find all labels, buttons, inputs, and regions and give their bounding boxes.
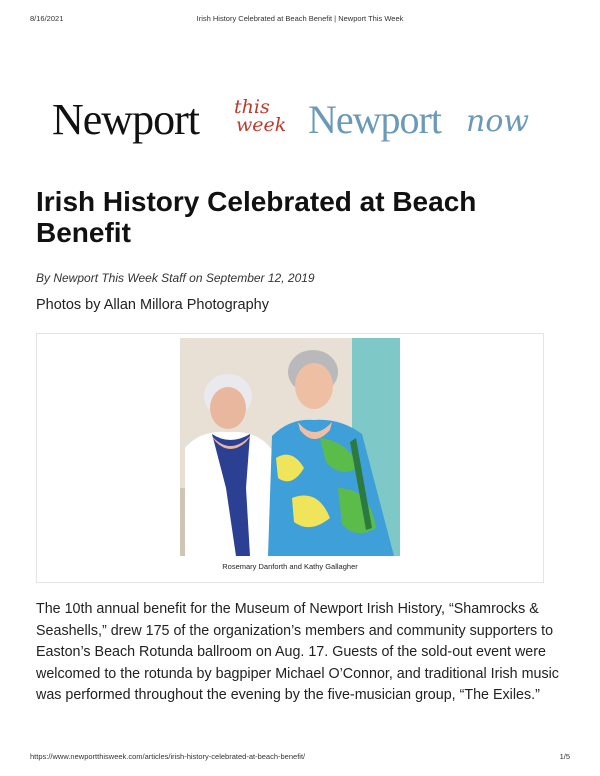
article-byline: By Newport This Week Staff on September 12, 2019 xyxy=(36,271,315,285)
newport-now-wordmark: Newport xyxy=(308,97,441,142)
article-title: Irish History Celebrated at Beach Benefit xyxy=(36,186,477,248)
article-photo xyxy=(180,338,400,556)
print-date: 8/16/2021 xyxy=(30,14,64,23)
photo-credit: Photos by Allan Millora Photography xyxy=(36,297,269,313)
this-week-script xyxy=(234,98,286,134)
masthead-logo[interactable] xyxy=(52,95,552,154)
this-text: this xyxy=(234,96,270,118)
week-text: week xyxy=(236,114,287,136)
print-page-number: 1/5 xyxy=(559,752,570,761)
newport-this-week-wordmark: Newport xyxy=(52,95,199,144)
print-page-title: Irish History Celebrated at Beach Benefit | Newport This Week xyxy=(196,14,404,23)
article-body-paragraph: The 10th annual benefit for the Museum of Newport Irish History, “Shamrocks & Seashells,” drew 175 of the organization’s members and community supporters to Easton’s Beach Rotunda ballroom on Aug. 17. Guests of the sold-out event were welcomed to the rotunda by bagpiper Michael O’Connor, and traditional Irish music was performed throughout the evening by the five-musician group, “The Exiles.” xyxy=(36,601,559,704)
print-url[interactable]: https://www.newportthisweek.com/articles/irish-history-celebrated-at-beach-benefit/ xyxy=(30,752,306,761)
article-figure xyxy=(36,333,544,583)
photo-caption: Rosemary Danforth and Kathy Gallagher xyxy=(222,562,358,571)
now-script: now xyxy=(466,104,530,139)
